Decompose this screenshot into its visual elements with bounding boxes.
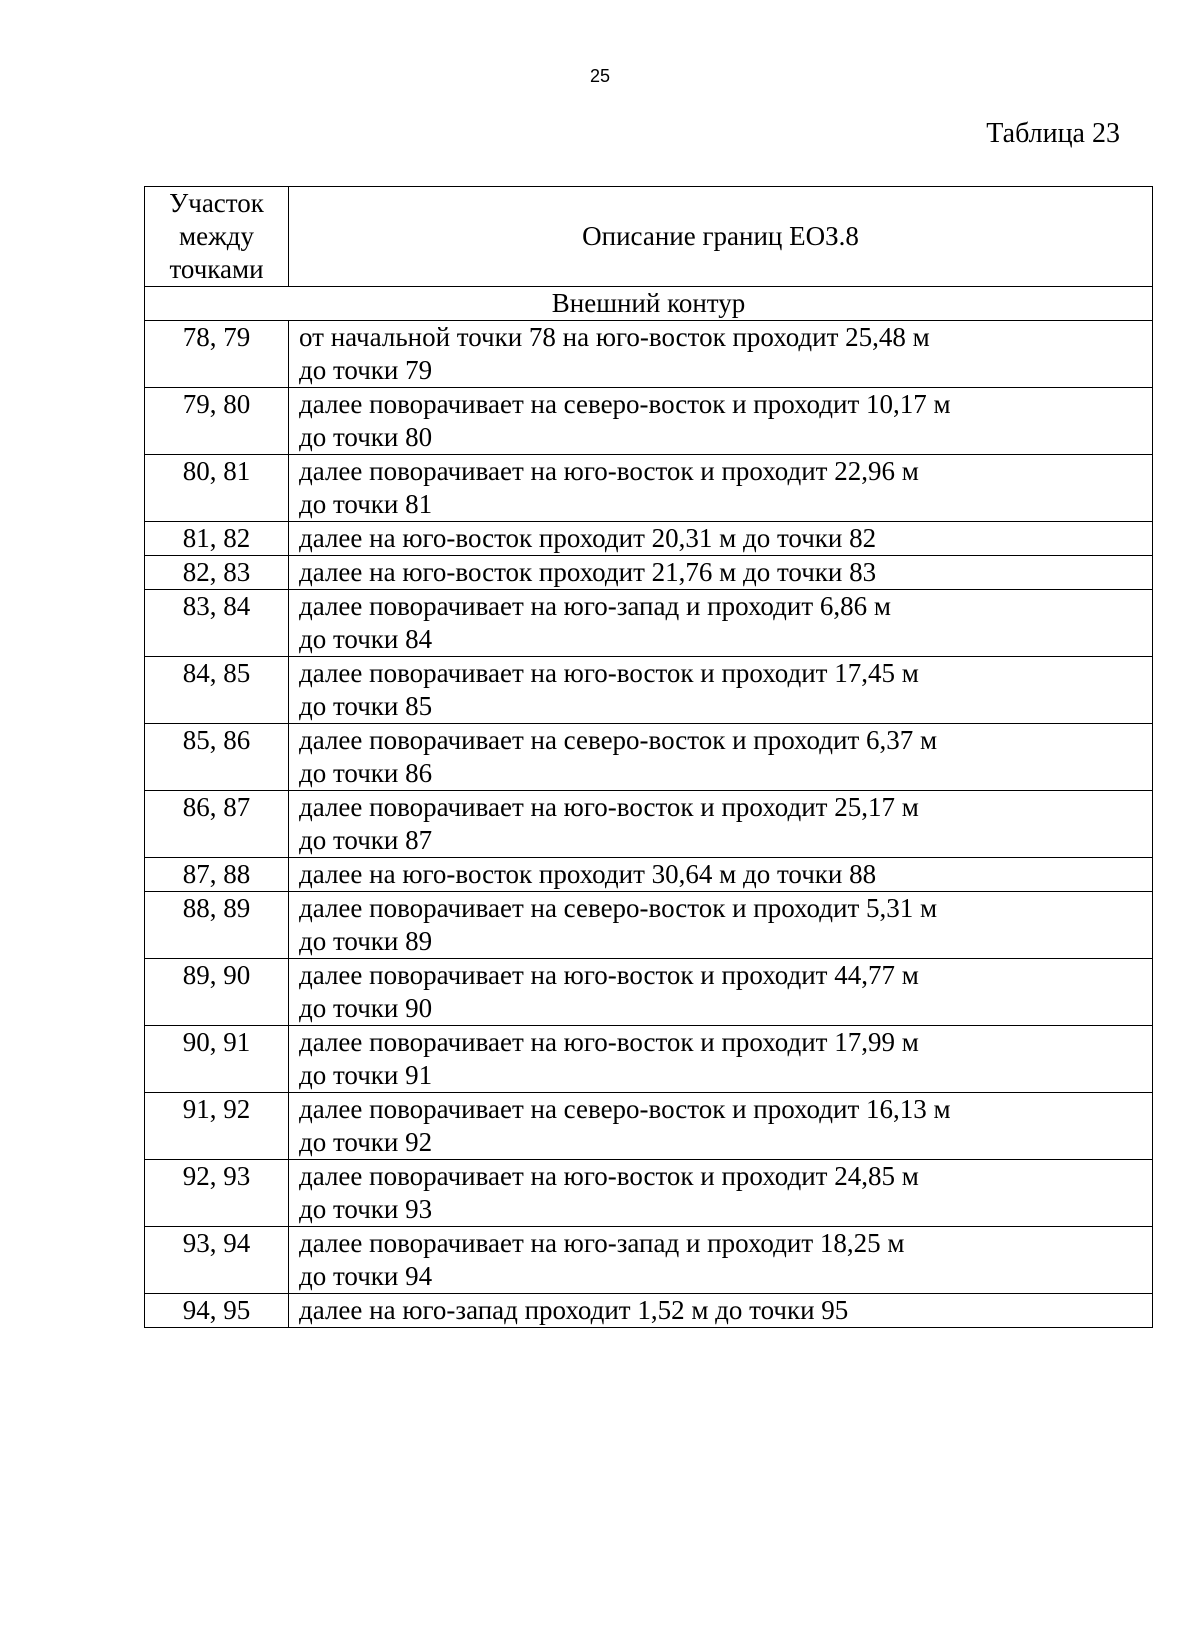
segment-cell: 85, 86 <box>145 724 289 791</box>
description-line: далее поворачивает на юго-восток и проходит 24,85 м <box>299 1161 919 1191</box>
description-line: далее на юго-восток проходит 20,31 м до точки 82 <box>299 523 877 553</box>
segment-cell: 84, 85 <box>145 657 289 724</box>
description-cell <box>289 1160 1153 1227</box>
table-row <box>145 1294 1153 1328</box>
header-description-cell: Описание границ ЕОЗ.8 <box>289 187 1153 287</box>
description-line: далее поворачивает на юго-восток и проходит 22,96 м <box>299 456 919 486</box>
description-line: далее на юго-восток проходит 21,76 м до точки 83 <box>299 557 877 587</box>
description-cell <box>289 455 1153 522</box>
segment-cell: 83, 84 <box>145 590 289 657</box>
segment-cell: 87, 88 <box>145 858 289 892</box>
table-row <box>145 892 1153 959</box>
description-line: далее поворачивает на юго-восток и проходит 25,17 м <box>299 792 919 822</box>
table-header-row <box>145 187 1153 287</box>
description-line: далее поворачивает на северо-восток и проходит 10,17 м <box>299 389 951 419</box>
segment-cell: 92, 93 <box>145 1160 289 1227</box>
description-cell <box>289 321 1153 388</box>
description-cell <box>289 858 1153 892</box>
table-row <box>145 858 1153 892</box>
description-line: до точки 89 <box>299 926 433 956</box>
segment-cell: 93, 94 <box>145 1227 289 1294</box>
segment-cell: 79, 80 <box>145 388 289 455</box>
description-line: до точки 92 <box>299 1127 433 1157</box>
table-row <box>145 959 1153 1026</box>
segment-cell: 81, 82 <box>145 522 289 556</box>
description-line: до точки 90 <box>299 993 433 1023</box>
description-cell <box>289 791 1153 858</box>
segment-cell: 90, 91 <box>145 1026 289 1093</box>
description-cell <box>289 892 1153 959</box>
description-line: далее поворачивает на северо-восток и проходит 5,31 м <box>299 893 938 923</box>
description-line: до точки 79 <box>299 355 433 385</box>
table-body <box>145 287 1153 1328</box>
table-row <box>145 321 1153 388</box>
table-row <box>145 1160 1153 1227</box>
segment-cell: 80, 81 <box>145 455 289 522</box>
section-title: Внешний контур <box>145 287 1153 321</box>
segment-cell: 94, 95 <box>145 1294 289 1328</box>
table-row <box>145 1093 1153 1160</box>
boundary-table <box>144 186 1153 1328</box>
segment-cell: 91, 92 <box>145 1093 289 1160</box>
description-line: далее поворачивает на юго-восток и проходит 44,77 м <box>299 960 919 990</box>
description-cell <box>289 590 1153 657</box>
description-line: до точки 94 <box>299 1261 433 1291</box>
header-segment-line: Участок <box>169 188 264 218</box>
description-cell <box>289 388 1153 455</box>
segment-cell: 89, 90 <box>145 959 289 1026</box>
description-line: до точки 81 <box>299 489 433 519</box>
header-segment-line: точками <box>169 254 264 284</box>
description-cell <box>289 1026 1153 1093</box>
page-number: 25 <box>589 66 611 86</box>
description-line: до точки 87 <box>299 825 433 855</box>
description-cell <box>289 657 1153 724</box>
description-line: до точки 86 <box>299 758 433 788</box>
table-row <box>145 724 1153 791</box>
table-row <box>145 522 1153 556</box>
segment-cell: 82, 83 <box>145 556 289 590</box>
description-cell <box>289 1093 1153 1160</box>
description-line: до точки 91 <box>299 1060 433 1090</box>
description-line: до точки 93 <box>299 1194 433 1224</box>
description-line: далее поворачивает на юго-восток и проходит 17,45 м <box>299 658 919 688</box>
description-line: до точки 84 <box>299 624 433 654</box>
description-cell <box>289 522 1153 556</box>
table-row <box>145 388 1153 455</box>
table-row <box>145 556 1153 590</box>
description-line: далее поворачивает на юго-восток и проходит 17,99 м <box>299 1027 919 1057</box>
description-line: до точки 80 <box>299 422 433 452</box>
section-row <box>145 287 1153 321</box>
table-row <box>145 791 1153 858</box>
description-line: далее поворачивает на юго-запад и проходит 18,25 м <box>299 1228 905 1258</box>
table-row <box>145 657 1153 724</box>
description-cell <box>289 1227 1153 1294</box>
header-segment-line: между <box>179 221 254 251</box>
segment-cell: 86, 87 <box>145 791 289 858</box>
description-line: до точки 85 <box>299 691 433 721</box>
header-segment-cell <box>145 187 289 287</box>
description-cell <box>289 959 1153 1026</box>
segment-cell: 88, 89 <box>145 892 289 959</box>
description-line: далее поворачивает на юго-запад и проходит 6,86 м <box>299 591 891 621</box>
description-cell <box>289 1294 1153 1328</box>
description-line: далее поворачивает на северо-восток и проходит 16,13 м <box>299 1094 951 1124</box>
table-caption: Таблица 23 <box>986 118 1120 149</box>
table-row <box>145 455 1153 522</box>
description-cell <box>289 724 1153 791</box>
segment-cell: 78, 79 <box>145 321 289 388</box>
table-row <box>145 590 1153 657</box>
description-line: от начальной точки 78 на юго-восток проходит 25,48 м <box>299 322 930 352</box>
table-row <box>145 1026 1153 1093</box>
table-row <box>145 1227 1153 1294</box>
description-cell <box>289 556 1153 590</box>
description-line: далее на юго-восток проходит 30,64 м до точки 88 <box>299 859 877 889</box>
description-line: далее поворачивает на северо-восток и проходит 6,37 м <box>299 725 938 755</box>
description-line: далее на юго-запад проходит 1,52 м до точки 95 <box>299 1295 849 1325</box>
